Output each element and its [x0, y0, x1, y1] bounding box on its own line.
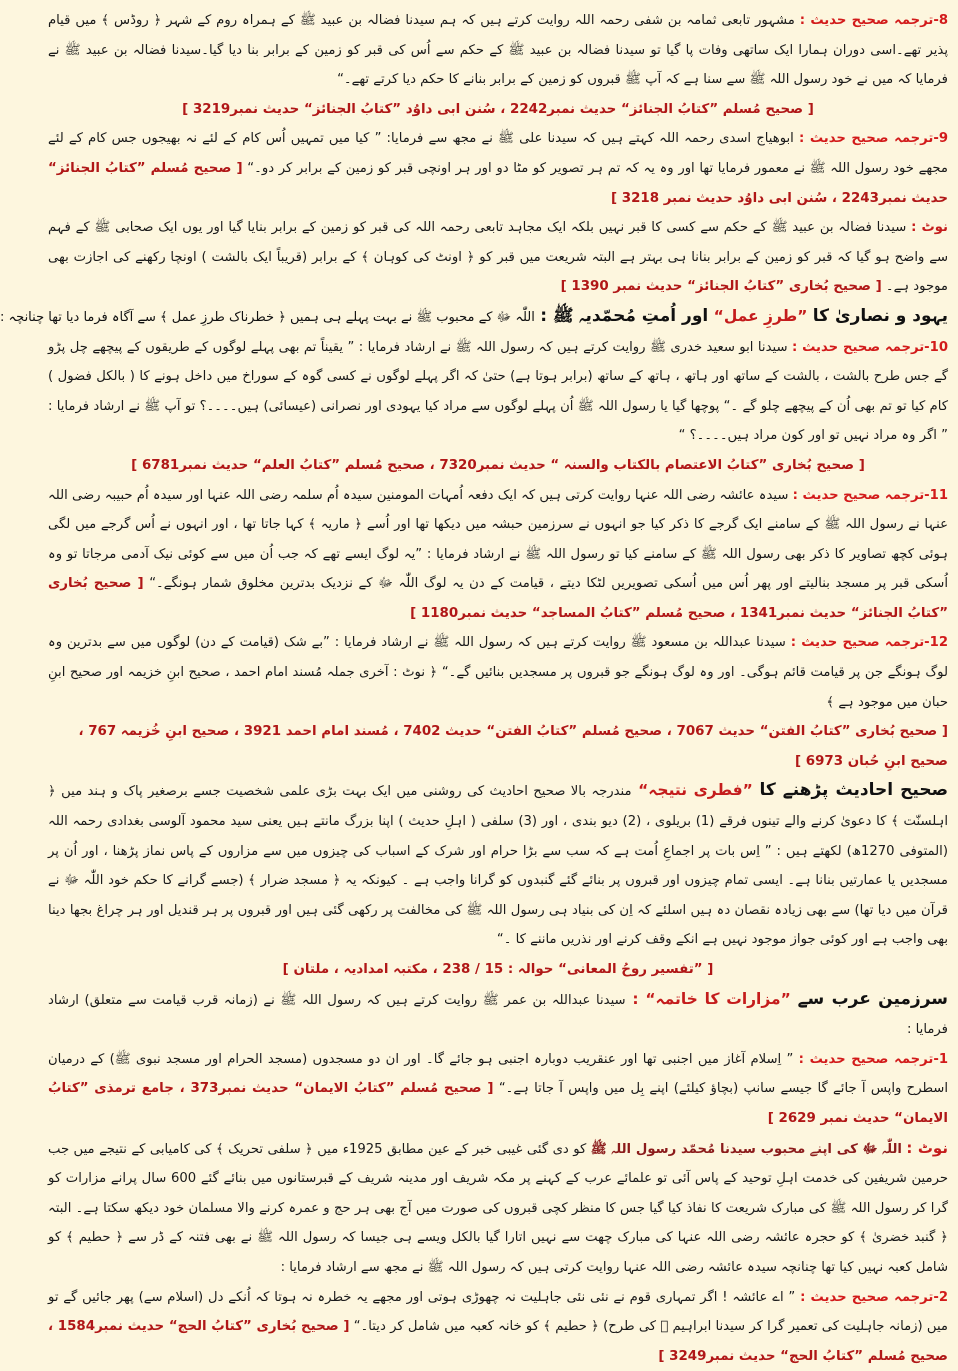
reference: [ ”تفسیر روحُ المعانی“ حوالہ : 15 / 238 ، مکتبہ امدادیہ ، ملتان ]	[282, 962, 714, 977]
section-arab-land	[48, 985, 948, 1045]
note-2	[48, 1134, 948, 1283]
hadith-11	[48, 481, 948, 629]
hadith-8	[48, 6, 948, 95]
heading-text: اللّٰہ ﷻ کے محبوب ﷺ نے بہت پہلے ہی ہمیں ﴿ خطرناک طرزِ عمل ﴾ سے آگاہ فرما دیا تھا چنانچہ :	[0, 309, 535, 325]
reference: [ صحیح بُخاری ”کتابُ الجنائز“ حدیث نمبر1341 ، صحیح مُسلم ”کتابُ المساجد“ حدیث نمبر1180 ]	[48, 576, 948, 621]
note-lead: اللّٰہ ﷻ کی اپنے محبوب سیدنا مُحمّد رسول اللہ ﷺ	[590, 1141, 902, 1157]
hadith-text: ” اے عائشہ ! اگر تمہاری قوم نے نئی نئی جاہلیت نہ چھوڑی ہوتی اور مجھے یہ خطرہ نہ ہوتا کہ اُنکے دل (اسلام سے) پھر جائیں گے تو میں (زمانہ جاہلیت کی تعمیر گرا کر سیدنا ابراہیم ﷤ کی طرح) ﴿ حطیم ﴾ کو خانہ کعبہ میں شامل کر دیتا۔“	[48, 1289, 948, 1335]
section-text: سیدنا عبداللہ بن عمر ﷺ روایت کرتے ہیں کہ رسول اللہ ﷺ نے (زمانہ قرب قیامت سے متعلق) ارشاد فرمایا :	[48, 992, 948, 1038]
reference: [ صحیح مُسلم ”کتابُ الایمان“ حدیث نمبر373 ، جامع ترمذی ”کتابُ الایمان“ حدیث نمبر 2629 ]	[48, 1081, 948, 1126]
reference: [ صحیح بُخاری ”کتابُ الجنائز“ حدیث نمبر 1390 ]	[560, 279, 882, 295]
heading-part: صحیح احادیث پڑھنے کا	[759, 780, 949, 801]
reference: [ صحیح بُخاری ”کتابُ الاعتصام بالکتاب والسنہ “ حدیث نمبر7320 ، صحیح مُسلم ”کتابُ العلم“ حدیث نمبر6781 ]	[131, 457, 865, 473]
section-heading-jews-christians	[0, 302, 948, 333]
hadith-label: 2-ترجمہ صحیح حدیث :	[800, 1289, 948, 1305]
reference: [ صحیح مُسلم ”کتابُ الجنائز“ حدیث نمبر2243 ، سُنن ابی داوُد حدیث نمبر 3218 ]	[48, 160, 948, 206]
note-text: سیدنا فضالہ بن عبید ﷺ کے حکم سے کسی کا قبر نہیں بلکہ ایک مجاہد تابعی رحمہ اللہ کی قبر کو زمین کے برابر بنایا گیا اور یوں ایک صحابی ﷺ کے فہم سے واضح ہو گیا کہ قبر کو زمین کے برابر بنانا ہی بہتر ہے البتہ شریعت میں قبر کو ﴿ اونٹ کی کوہان ﴾ کے برابر (قریباً ایک بالشت ) اونچا رکھنے کی اجازت بھی موجود ہے۔	[48, 220, 948, 295]
heading-part: سرزمین عرب سے	[797, 988, 948, 1009]
heading-part: اور اُمتِ مُحمّدیہ ﷺ :	[540, 305, 709, 326]
hadith-label: 8-ترجمہ صحیح حدیث :	[799, 13, 949, 28]
note-1	[48, 213, 948, 302]
reference-part: صحیح ابنِ حُبان 6973 ]	[794, 753, 948, 769]
hadith-label: 9-ترجمہ صحیح حدیث :	[799, 131, 948, 147]
note-label: نوٹ :	[911, 220, 948, 236]
hadith-label: 11-ترجمہ صحیح حدیث :	[792, 487, 948, 503]
heading-highlight: ”فطری نتیجہ“	[638, 781, 753, 800]
section-text: مندرجہ بالا صحیح احادیث کی روشنی میں ایک بہت بڑی علمی شخصیت جسے برصغیر پاک و ہند میں ﴿ اہلسنّت ﴾ کا دعویٰ کرنے والے تینوں فرقے (1) بریلوی ، (2) دیو بندی ، اور (3) سلفی ( اہلِ حدیث ) اپنا بزرگ مانتے ہیں یعنی سید محمود آلوسی بغدادی رحمہ اللہ (المتوفی 1270ھ) لکھتے ہیں : ” اِس بات پر اجماعِ اُمت ہے کہ سب سے بڑا حرام اور شرک کے اسباب کی چیزوں میں سے مزاروں کے پاس نماز پڑھنا ، اور اُن پر مسجدیں یا عمارتیں بنانا ہے۔ ایسی تمام چیزوں اور قبروں پر بنائے گئے گنبدوں کو گرانا واجب ہے ۔ کیونکہ یہ ﴿ مسجد ضرار ﴾ (جسے گرانے کا حکم خود اللّٰہ ﷻ نے قرآن میں دیا تھا) سے بھی زیادہ نقصان دہ ہیں اسلئے کہ اِن کی بنیاد ہی رسول اللہ ﷺ کی مخالفت پر رکھی گئی ہیں اور قبروں پر ہر قندیل اور ہر چراغ بجھا دینا بھی واجب ہے اور کوئی جواز موجود نہیں ہے انکے وقف کرنے اور نذریں ماننے کا ۔“	[48, 784, 948, 948]
hadith-12	[48, 628, 948, 717]
heading-part: یہود و نصاریٰ کا	[812, 305, 948, 326]
reference-part: [ صحیح بُخاری ”کتابُ الفتن“ حدیث 7067 ، صحیح مُسلم ”کتابُ الفتن“ حدیث 7402 ، مُسند امام احمد 3921 ، صحیح ابنِ خُزیمہ 767 ،	[78, 724, 948, 740]
hadith-text: ” اِسلام آغاز میں اجنبی تھا اور عنقریب دوبارہ اجنبی ہو جائے گا۔ اور ان دو مسجدوں (مسجد الحرام اور مسجد نبوی ﷺ) کے درمیان اسطرح واپس آ جائے گا جیسے سانپ (بچاؤ کیلئے) اپنے بِل میں واپس آ جاتا ہے۔“	[48, 1051, 949, 1097]
hadith-s2	[48, 1283, 948, 1371]
note-label: نوٹ :	[906, 1138, 948, 1157]
hadith-10	[48, 333, 948, 451]
hadith-s1	[48, 1045, 948, 1134]
hadith-text: سیدنا عبداللہ بن مسعود ﷺ روایت کرتے ہیں کہ رسول اللہ ﷺ نے ارشاد فرمایا : ”بے شک (قیامت کے دن) لوگوں میں سے بدترین وہ لوگ ہونگے جن پر قیامت قائم ہوگی۔ اور وہ لوگ ہونگے جو قبروں پر مسجدیں بنائیں گے۔“ ﴿ نوٹ : آخری جملہ مُسند امام احمد ، صحیح ابنِ خزیمہ اور صحیح ابنِ حبان میں موجود ہے ﴾	[48, 635, 948, 710]
reference: [ صحیح مُسلم ”کتابُ الجنائز“ حدیث نمبر2242 ، سُنن ابی داوُد ”کتابُ الجنائز“ حدیث نمبر3219 ]	[182, 101, 814, 117]
heading-highlight: ”مزارات کا خاتمہ“ :	[632, 989, 791, 1008]
section-natural-result	[48, 776, 948, 955]
hadith-text: ابوھیاج اسدی رحمہ اللہ کہتے ہیں کہ سیدنا علی ﷺ نے مجھ سے فرمایا: ” کیا میں تمہیں اُس کام کے لئے نہ بھیجوں جس کام کے لئے مجھے خود رسول اللہ ﷺ نے معمور فرمایا تھا اور وہ یہ کہ تم ہر تصویر کو مٹا دو اور ہر اونچی قبر کو زمین کے برابر کر دو۔“	[48, 131, 948, 176]
hadith-label: 1-ترجمہ صحیح حدیث :	[798, 1051, 949, 1067]
hadith-text: مشہور تابعی ثمامہ بن شفی رحمہ اللہ روایت کرتے ہیں کہ ہم سیدنا فضالہ بن عبید ﷺ کے ہمراہ روم کے شہر ﴿ روڈس ﴾ میں قیام پذیر تھے۔اسی دوران ہمارا ایک ساتھی وفات پا گیا تو سیدنا فضالہ بن عبید ﷺ کے حکم سے اُس کی قبر کو زمین کے برابر بنا دیا گیا۔سیدنا فضالہ بن عبید ﷺ نے فرمایا کہ میں نے خود رسول اللہ ﷺ سے سنا ہے کہ آپ ﷺ قبروں کو زمین کے برابر بنانے کا حکم دیا کرتے تھے۔“	[48, 13, 948, 88]
hadith-9	[48, 124, 948, 213]
hadith-text: سیدہ عائشہ رضی اللہ عنہا روایت کرتی ہیں کہ ایک دفعہ اُمہات المومنین سیدہ اُم سلمہ رضی اللہ عنہا اور سیدہ اُم حبیبہ رضی اللہ عنہا نے رسول اللہ ﷺ کے سامنے ایک گرجے کا ذکر کیا جو انہوں نے سرزمین حبشہ میں دیکھا تھا اور اُسے ﴿ ماریہ ﴾ کہا جاتا تھا ، اور انہوں نے اُس گرجے میں لگی ہوئی کچھ تصاویر کا ذکر بھی رسول اللہ ﷺ کے سامنے کیا تو رسول اللہ ﷺ نے ارشاد فرمایا : ”یہ لوگ ایسے تھے کہ جب اُن میں سے کوئی نیک آدمی مرجاتا تو وہ اُسکی قبر پر مسجد بنالیتے اور پھر اُس میں اُسکی تصویریں لٹکا دیتے ، قیامت کے دن یہ لوگ اللّٰہ ﷻ کے نزدیک بدترین مخلوق شمار ہونگے۔“	[48, 487, 949, 592]
hadith-label: 12-ترجمہ صحیح حدیث :	[790, 635, 948, 651]
reference	[48, 717, 948, 776]
note-text: کو دی گئی غیبی خبر کے عین مطابق 1925ء میں ﴿ سلفی تحریک ﴾ کی کامیابی کے نتیجے میں جب حرمین شریفین کی خدمت اہلِ توحید کے پاس آئی تو علمائے عرب کے کہنے پر مکہ شریف اور مدینہ شریف کے قبرستانوں میں بنائے گئے 600 سال پرانے مزارات کو گرا کر رسول اللہ ﷺ کی مبارک شریعت کا نفاذ کیا گیا جس کا منظر کچی قبروں کی صورت میں آج بھی ہر حج و عمرہ کرنے والا مسلمان خود دیکھ سکتا ہے۔ البتہ ﴿ گنبد خضریٰ ﴾ کو حجرہ عائشہ رضی اللہ عنہا کی مبارک چھت سے نہیں اتارا گیا بالکل ویسے ہی جیسا کہ رسول اللہ ﷺ نے بھی فتنہ کے ڈر سے ﴿ حطیم ﴾ کو شامل کعبہ نہیں کیا تھا چنانچہ سیدہ عائشہ رضی اللہ عنہا روایت کرتی ہیں کہ رسول اللہ ﷺ نے مجھ سے ارشاد فرمایا :	[48, 1141, 948, 1275]
hadith-text: سیدنا ابو سعید خدری ﷺ روایت کرتے ہیں کہ رسول اللہ ﷺ نے ارشاد فرمایا : ” یقیناً تم بھی پہلے لوگوں کے طریقوں کے پیچھے چل پڑو گے جس طرح بالشت ، بالشت کے ساتھ اور ہاتھ ، ہاتھ کے ساتھ (برابر ہوتا ہے) حتیٰ کہ اگر پہلے لوگوں نے کسی گوہ کے سوراخ میں داخل ہونے کا ( بالکل فضول ) کام کیا تو تم بھی اُن کے پیچھے چلو گے ۔“ پوچھا گیا یا رسول اللہ ﷺ اُن پہلے لوگوں سے مراد کیا یہودی اور نصرانی (عیسائی) ہیں۔۔۔۔؟ تو آپ ﷺ نے ارشاد فرمایا : ” اگر وہ مراد نہیں تو اور کون مراد ہیں۔۔۔۔؟ “	[48, 339, 948, 444]
reference: [ صحیح بُخاری ”کتابُ الحج“ حدیث نمبر1584 ، صحیح مُسلم ”کتابُ الحج“ حدیث نمبر3249 ]	[48, 1319, 948, 1364]
hadith-label: 10-ترجمہ صحیح حدیث :	[791, 339, 949, 355]
heading-highlight: ”طرزِ عمل“	[713, 306, 808, 325]
